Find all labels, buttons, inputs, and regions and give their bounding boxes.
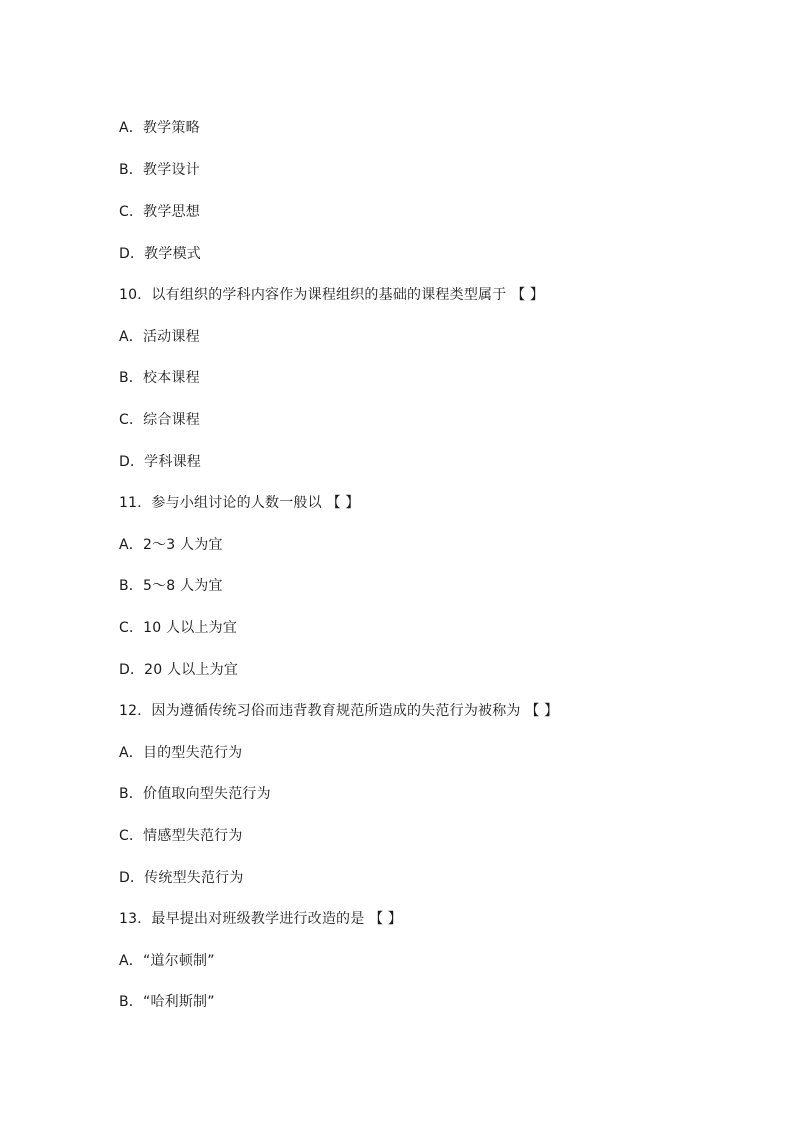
option-text: D．学科课程: [119, 454, 201, 470]
option-text: B．价值取向型失范行为: [119, 786, 271, 802]
option-text: B．教学设计: [119, 162, 200, 178]
option-text: C．情感型失范行为: [119, 828, 243, 844]
question-text: 10．以有组织的学科内容作为课程组织的基础的课程类型属于 【 】: [119, 287, 545, 303]
option-text: A．活动课程: [119, 329, 200, 345]
option-text: D．教学模式: [119, 246, 201, 262]
option-text: A．“道尔顿制”: [119, 953, 215, 969]
question-text: 12．因为遵循传统习俗而违背教育规范所造成的失范行为被称为 【 】: [119, 703, 559, 719]
option-text: D．20 人以上为宜: [119, 662, 239, 678]
option-text: B．校本课程: [119, 370, 200, 386]
option-text: B．“哈利斯制”: [119, 994, 215, 1010]
option-text: D．传统型失范行为: [119, 870, 244, 886]
option-text: B．5～8 人为宜: [119, 578, 223, 594]
question-text: 13．最早提出对班级教学进行改造的是 【 】: [119, 911, 403, 927]
option-text: A．2～3 人为宜: [119, 537, 223, 553]
option-text: C．10 人以上为宜: [119, 620, 238, 636]
question-text: 11．参与小组讨论的人数一般以 【 】: [119, 495, 360, 511]
option-text: C．教学思想: [119, 204, 200, 220]
option-text: A．目的型失范行为: [119, 745, 243, 761]
option-text: C．综合课程: [119, 412, 200, 428]
option-text: A．教学策略: [119, 120, 200, 136]
